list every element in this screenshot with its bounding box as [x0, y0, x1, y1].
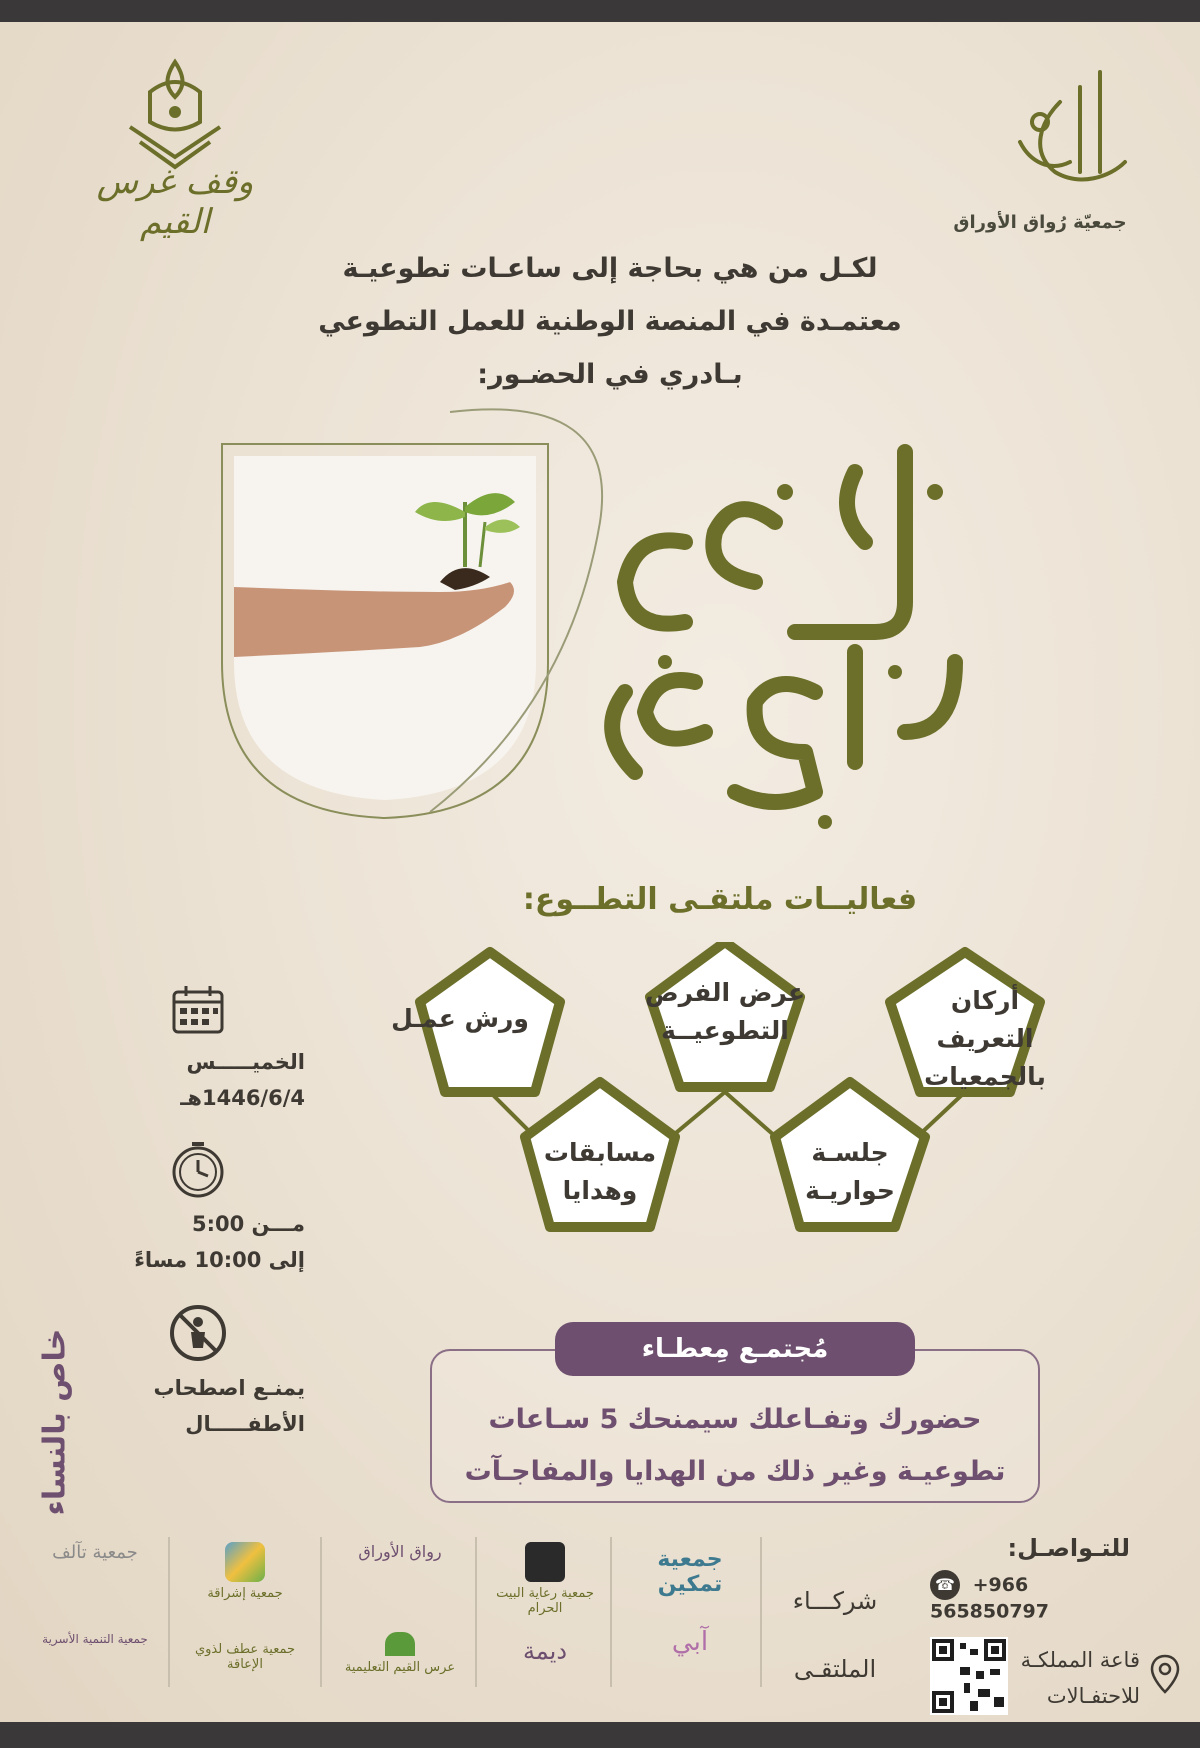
partner-logo: عرس القيم التعليمية	[340, 1632, 460, 1675]
banner-text: حضورك وتفـاعلك سيمنحك 5 سـاعات تطوعيـة وغير ذلك من الهدايا والمفاجـآت	[464, 1404, 1006, 1487]
no-children-line-1: يمنـع اصطحاب	[153, 1376, 305, 1400]
hex-label-competitions: مسابقات وهدايا	[543, 1138, 657, 1205]
hex-label-dialogue: جلسـة حواريـة	[805, 1138, 895, 1205]
intro-line-1: لكـل من هي بحاجة إلى ساعـات تطوعيـة	[342, 253, 878, 284]
partner-logo: جمعية رعاية البيت الحرام	[495, 1542, 595, 1616]
intro-text	[300, 242, 920, 401]
women-only-label: خاص بالنساء	[37, 1328, 73, 1516]
rowaq-logo-caption: جمعيّة رُواق الأوراق	[953, 212, 1127, 233]
partner-logo: ديمة	[522, 1637, 568, 1665]
hex-label-association-corners: أركان التعريف بالجمعيات	[924, 986, 1046, 1091]
event-date: 1446/6/4هـ	[180, 1086, 305, 1110]
waqf-logo-text: وقف غرس القيم	[96, 162, 254, 242]
no-children-icon	[167, 1302, 229, 1364]
activities-title: فعاليــات ملتقـى التطــوع:	[522, 882, 918, 917]
hex-label-workshops: ورش عمـل	[391, 1004, 529, 1033]
divider	[168, 1537, 170, 1687]
venue-text: قاعة المملكـة للاحتفـالات	[1020, 1648, 1140, 1708]
calendar-icon	[168, 982, 228, 1038]
partner-logo: جمعية التنمية الأسرية	[42, 1632, 148, 1646]
partner-logo: جمعية عطف لذوي الإعاقة	[194, 1642, 296, 1672]
rowaq-logo-icon	[1000, 62, 1140, 202]
bottom-bar	[0, 1722, 1200, 1748]
divider	[320, 1537, 322, 1687]
divider	[475, 1537, 477, 1687]
calligraphy-title	[575, 432, 1015, 832]
partner-logo: جمعية تمكين	[657, 1547, 723, 1597]
poster	[0, 22, 1200, 1722]
divider	[760, 1537, 762, 1687]
phone-icon: ☎	[930, 1570, 960, 1600]
hex-label-opportunities: عرض الفرص التطوعيــة	[644, 978, 806, 1045]
divider	[610, 1537, 612, 1687]
event-details	[90, 982, 305, 1442]
phone-number[interactable]: ☎ +966 565850797	[930, 1570, 1145, 1623]
partner-logo: آبي	[671, 1627, 709, 1657]
no-children-line-2: الأطفـــــال	[185, 1412, 305, 1436]
partners-label: شركـــاء الملتقـى	[792, 1587, 878, 1683]
qr-code-icon	[930, 1637, 1008, 1715]
partner-logo: جمعية تآلف	[52, 1542, 138, 1563]
giving-community-banner	[430, 1322, 1040, 1504]
clock-icon	[168, 1140, 228, 1200]
top-bar	[0, 0, 1200, 22]
location-pin-icon	[1150, 1654, 1180, 1694]
banner-tag: مُجتمـع مِعطـاء	[555, 1322, 915, 1376]
event-time-to: إلى 10:00 مساءً	[134, 1248, 305, 1272]
partner-logo: رواق الأوراق	[358, 1542, 442, 1561]
event-time-from: مـــن 5:00	[192, 1212, 305, 1236]
intro-line-2: معتمـدة في المنصة الوطنية للعمل التطوعي	[318, 306, 902, 337]
event-day: الخميـــــس	[186, 1050, 305, 1074]
contact-title: للتـواصـل:	[1007, 1534, 1130, 1562]
partner-logo: جمعية إشراقة	[190, 1542, 300, 1601]
intro-line-3: بـادري في الحضـور:	[477, 359, 743, 390]
